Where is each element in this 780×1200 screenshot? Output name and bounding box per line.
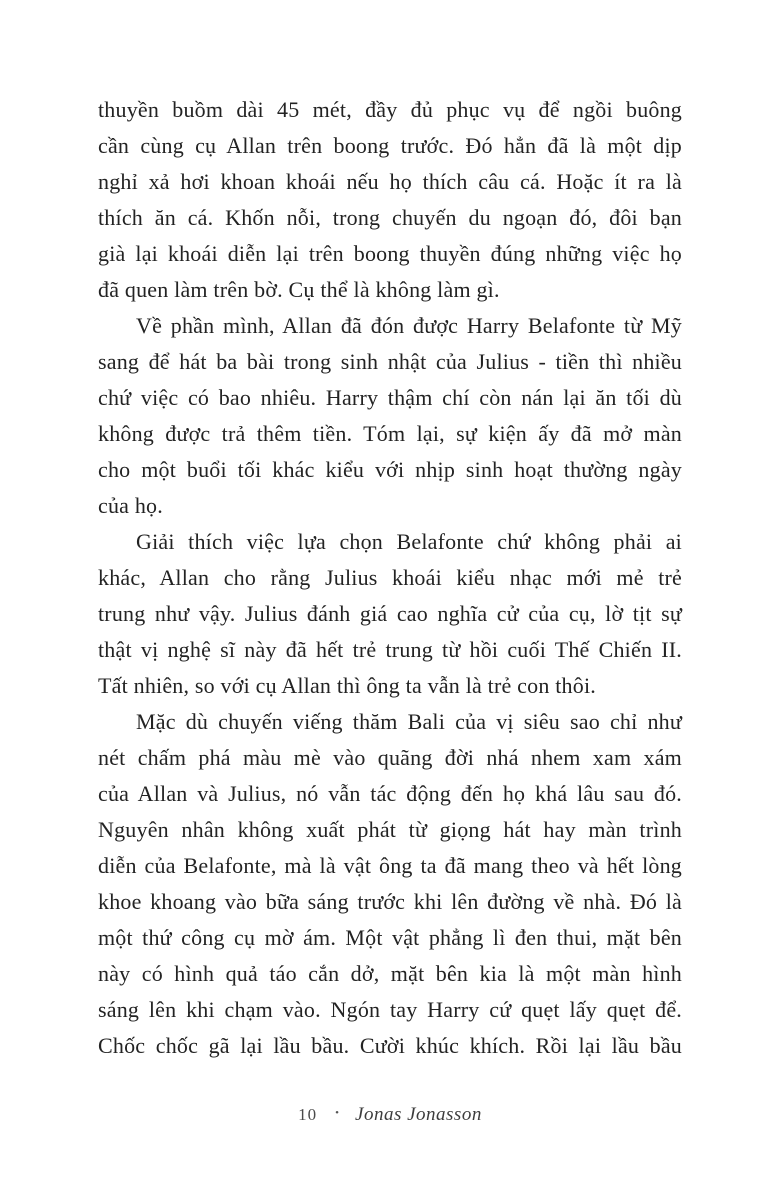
text-line: Chốc chốc gã lại lầu bầu. Cười khúc khích. Rồi lại lầu bầu bbox=[98, 1033, 682, 1058]
page-body-text bbox=[98, 92, 682, 1064]
text-line: Về phần mình, Allan đã đón được Harry Belafonte từ Mỹ bbox=[136, 313, 682, 338]
text-line: diễn của Belafonte, mà là vật ông ta đã mang theo và hết lòng bbox=[98, 853, 682, 878]
page-footer bbox=[0, 1104, 780, 1126]
book-author: Jonas Jonasson bbox=[355, 1104, 482, 1125]
text-line: sang để hát ba bài trong sinh nhật của Julius - tiền thì nhiều bbox=[98, 349, 682, 374]
paragraph bbox=[98, 92, 682, 308]
text-line: thuyền buồm dài 45 mét, đầy đủ phục vụ để ngồi buông bbox=[98, 97, 682, 122]
text-line: sáng lên khi chạm vào. Ngón tay Harry cứ quẹt lấy quẹt để. bbox=[98, 997, 682, 1022]
text-line: thật vị nghệ sĩ này đã hết trẻ trung từ hồi cuối Thế Chiến II. bbox=[98, 637, 682, 662]
text-line: Mặc dù chuyến viếng thăm Bali của vị siêu sao chỉ như bbox=[136, 709, 682, 734]
footer-bullet-separator: • bbox=[335, 1107, 340, 1119]
paragraph bbox=[98, 308, 682, 524]
text-line: nghỉ xả hơi khoan khoái nếu họ thích câu cá. Hoặc ít ra là bbox=[98, 169, 682, 194]
paragraph bbox=[98, 704, 682, 1064]
text-line: khác, Allan cho rằng Julius khoái kiểu nhạc mới mẻ trẻ bbox=[98, 565, 682, 590]
text-line: Tất nhiên, so với cụ Allan thì ông ta vẫn là trẻ con thôi. bbox=[98, 673, 596, 698]
text-line: không được trả thêm tiền. Tóm lại, sự kiện ấy đã mở màn bbox=[98, 421, 682, 446]
text-line: khoe khoang vào bữa sáng trước khi lên đường về nhà. Đó là bbox=[98, 889, 682, 914]
paragraph bbox=[98, 524, 682, 704]
text-line: Giải thích việc lựa chọn Belafonte chứ không phải ai bbox=[136, 529, 682, 554]
text-line: Nguyên nhân không xuất phát từ giọng hát hay màn trình bbox=[98, 817, 682, 842]
text-line: cho một buổi tối khác kiểu với nhịp sinh hoạt thường ngày bbox=[98, 457, 682, 482]
text-line: đã quen làm trên bờ. Cụ thể là không làm gì. bbox=[98, 277, 500, 302]
text-line: chứ việc có bao nhiêu. Harry thậm chí còn nán lại ăn tối dù bbox=[98, 385, 682, 410]
text-line: cần cùng cụ Allan trên boong trước. Đó hẳn đã là một dịp bbox=[98, 133, 682, 158]
text-line: này có hình quả táo cắn dở, mặt bên kia là một màn hình bbox=[98, 961, 682, 986]
text-line: trung như vậy. Julius đánh giá cao nghĩa cử của cụ, lờ tịt sự bbox=[98, 601, 682, 626]
text-line: thích ăn cá. Khốn nỗi, trong chuyến du ngoạn đó, đôi bạn bbox=[98, 205, 682, 230]
page-number: 10 bbox=[298, 1105, 318, 1124]
text-line: của Allan và Julius, nó vẫn tác động đến họ khá lâu sau đó. bbox=[98, 781, 682, 806]
text-line: già lại khoái diễn lại trên boong thuyền đúng những việc họ bbox=[98, 241, 682, 266]
text-line: của họ. bbox=[98, 493, 163, 518]
text-line: một thứ công cụ mờ ám. Một vật phẳng lì đen thui, mặt bên bbox=[98, 925, 682, 950]
text-line: nét chấm phá màu mè vào quãng đời nhá nhem xam xám bbox=[98, 745, 682, 770]
